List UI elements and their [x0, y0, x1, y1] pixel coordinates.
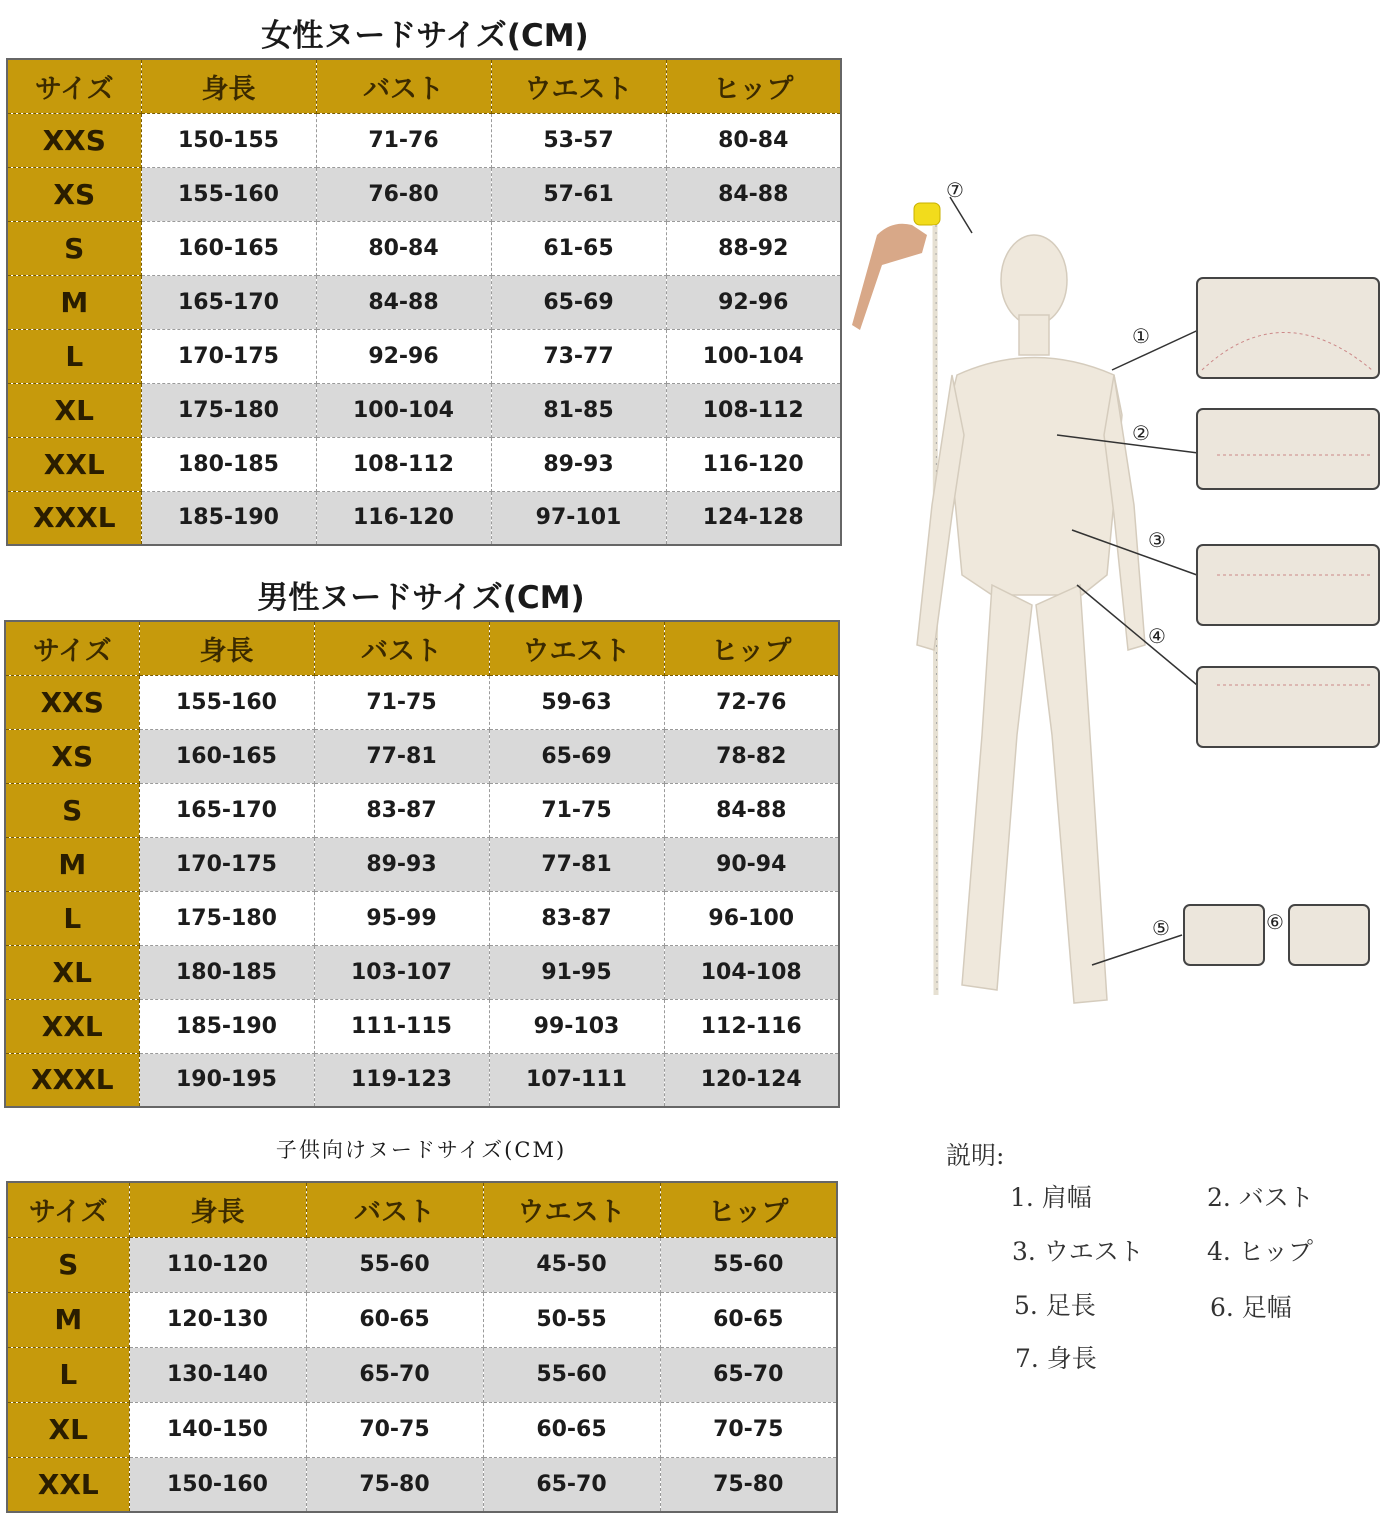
column-header: サイズ — [5, 621, 139, 675]
detail-waist-box — [1197, 545, 1379, 625]
measurement-cell: 80-84 — [316, 221, 491, 275]
table-row — [5, 999, 839, 1053]
size-label-cell: L — [7, 1347, 129, 1402]
measurement-cell: 70-75 — [306, 1402, 483, 1457]
measurement-cell: 160-165 — [141, 221, 316, 275]
marker-1: ① — [1132, 324, 1150, 348]
measurement-cell: 60-65 — [660, 1292, 837, 1347]
size-label-cell: XXL — [5, 999, 139, 1053]
table-row — [7, 1347, 837, 1402]
measurement-cell: 89-93 — [491, 437, 666, 491]
measurement-cell: 150-160 — [129, 1457, 306, 1512]
table-row — [7, 491, 841, 545]
column-header: 身長 — [141, 59, 316, 113]
measurement-cell: 88-92 — [666, 221, 841, 275]
size-label-cell: S — [5, 783, 139, 837]
size-label-cell: M — [7, 275, 141, 329]
measurement-cell: 180-185 — [141, 437, 316, 491]
column-header: サイズ — [7, 59, 141, 113]
measurement-cell: 104-108 — [664, 945, 839, 999]
measurement-cell: 89-93 — [314, 837, 489, 891]
measurement-cell: 55-60 — [306, 1237, 483, 1292]
table-row — [7, 383, 841, 437]
detail-shoulder-box — [1197, 278, 1379, 378]
measurement-cell: 190-195 — [139, 1053, 314, 1107]
measurement-cell: 97-101 — [491, 491, 666, 545]
measurement-cell: 59-63 — [489, 675, 664, 729]
measurement-cell: 65-70 — [483, 1457, 660, 1512]
legend-item-shoulder: 1. 肩幅 — [1010, 1183, 1092, 1212]
measurement-cell: 50-55 — [483, 1292, 660, 1347]
marker-4: ④ — [1148, 624, 1166, 648]
size-label-cell: XL — [5, 945, 139, 999]
measurement-cell: 100-104 — [316, 383, 491, 437]
column-header: ウエスト — [491, 59, 666, 113]
measurement-cell: 75-80 — [306, 1457, 483, 1512]
column-header: バスト — [316, 59, 491, 113]
men-size-title: 男性ヌードサイズ(CM) — [257, 580, 585, 616]
legend-item-leg-length: 5. 足長 — [1014, 1291, 1096, 1320]
table-row — [7, 437, 841, 491]
size-label-cell: XL — [7, 383, 141, 437]
measurement-cell: 170-175 — [139, 837, 314, 891]
size-label-cell: XS — [7, 167, 141, 221]
column-header: ヒップ — [664, 621, 839, 675]
table-row — [7, 1237, 837, 1292]
measurement-cell: 140-150 — [129, 1402, 306, 1457]
size-label-cell: S — [7, 1237, 129, 1292]
measurement-cell: 175-180 — [141, 383, 316, 437]
measurement-cell: 60-65 — [306, 1292, 483, 1347]
measurement-cell: 100-104 — [666, 329, 841, 383]
measurement-cell: 84-88 — [316, 275, 491, 329]
column-header: サイズ — [7, 1182, 129, 1237]
legend-item-bust: 2. バスト — [1207, 1183, 1314, 1212]
detail-bust-box — [1197, 409, 1379, 489]
column-header: ウエスト — [489, 621, 664, 675]
legend-heading: 説明: — [946, 1141, 1005, 1170]
measurement-cell: 57-61 — [491, 167, 666, 221]
table-row — [5, 729, 839, 783]
legend-item-foot-width: 6. 足幅 — [1210, 1293, 1292, 1322]
table-row — [5, 891, 839, 945]
table-row — [5, 1053, 839, 1107]
measurement-cell: 130-140 — [129, 1347, 306, 1402]
measurement-cell: 78-82 — [664, 729, 839, 783]
measurement-cell: 116-120 — [666, 437, 841, 491]
measurement-cell: 75-80 — [660, 1457, 837, 1512]
measurement-cell: 112-116 — [664, 999, 839, 1053]
measurement-cell: 65-69 — [491, 275, 666, 329]
table-row — [5, 675, 839, 729]
measurement-cell: 61-65 — [491, 221, 666, 275]
table-row — [7, 1457, 837, 1512]
measurement-cell: 83-87 — [314, 783, 489, 837]
measurement-cell: 108-112 — [316, 437, 491, 491]
table-row — [7, 167, 841, 221]
men-size-table — [4, 620, 840, 1108]
measurement-cell: 155-160 — [139, 675, 314, 729]
marker-7: ⑦ — [946, 178, 964, 202]
measurement-cell: 92-96 — [666, 275, 841, 329]
table-header-row — [5, 621, 839, 675]
size-label-cell: XL — [7, 1402, 129, 1457]
marker-2: ② — [1132, 421, 1150, 445]
measurement-cell: 90-94 — [664, 837, 839, 891]
table-row — [7, 1292, 837, 1347]
measurement-cell: 60-65 — [483, 1402, 660, 1457]
legend-item-hip: 4. ヒップ — [1207, 1237, 1314, 1266]
legend-item-waist: 3. ウエスト — [1012, 1237, 1144, 1266]
measurement-cell: 99-103 — [489, 999, 664, 1053]
women-size-title: 女性ヌードサイズ(CM) — [261, 18, 589, 54]
measurement-cell: 55-60 — [660, 1237, 837, 1292]
column-header: バスト — [314, 621, 489, 675]
measurement-cell: 110-120 — [129, 1237, 306, 1292]
measurement-cell: 77-81 — [314, 729, 489, 783]
measurement-cell: 81-85 — [491, 383, 666, 437]
measurement-cell: 76-80 — [316, 167, 491, 221]
kids-size-table — [6, 1181, 838, 1513]
size-label-cell: M — [5, 837, 139, 891]
women-size-table — [6, 58, 842, 546]
size-label-cell: L — [5, 891, 139, 945]
measurement-cell: 71-75 — [489, 783, 664, 837]
size-label-cell: XXS — [7, 113, 141, 167]
table-row — [7, 1402, 837, 1457]
measurement-cell: 111-115 — [314, 999, 489, 1053]
measurement-cell: 155-160 — [141, 167, 316, 221]
size-label-cell: XS — [5, 729, 139, 783]
measurement-cell: 120-130 — [129, 1292, 306, 1347]
measurement-cell: 65-69 — [489, 729, 664, 783]
legend-item-height: 7. 身長 — [1015, 1344, 1097, 1373]
column-header: 身長 — [139, 621, 314, 675]
size-label-cell: L — [7, 329, 141, 383]
column-header: ヒップ — [660, 1182, 837, 1237]
measurement-cell: 165-170 — [139, 783, 314, 837]
table-row — [7, 221, 841, 275]
marker-6: ⑥ — [1266, 910, 1284, 934]
measurement-cell: 65-70 — [306, 1347, 483, 1402]
measurement-cell: 45-50 — [483, 1237, 660, 1292]
measurement-cell: 72-76 — [664, 675, 839, 729]
measurement-cell: 160-165 — [139, 729, 314, 783]
size-label-cell: XXXL — [7, 491, 141, 545]
measurement-cell: 107-111 — [489, 1053, 664, 1107]
size-label-cell: XXXL — [5, 1053, 139, 1107]
measurement-cell: 83-87 — [489, 891, 664, 945]
detail-leg-length-box — [1184, 905, 1264, 965]
measurement-cell: 96-100 — [664, 891, 839, 945]
measurement-cell: 70-75 — [660, 1402, 837, 1457]
size-label-cell: XXL — [7, 1457, 129, 1512]
table-row — [5, 837, 839, 891]
marker-3: ③ — [1148, 528, 1166, 552]
measurement-cell: 73-77 — [491, 329, 666, 383]
measurement-cell: 71-75 — [314, 675, 489, 729]
measurement-cell: 84-88 — [666, 167, 841, 221]
measurement-cell: 185-190 — [139, 999, 314, 1053]
size-label-cell: S — [7, 221, 141, 275]
measurement-cell: 108-112 — [666, 383, 841, 437]
column-header: バスト — [306, 1182, 483, 1237]
marker-5: ⑤ — [1152, 916, 1170, 940]
measurement-cell: 175-180 — [139, 891, 314, 945]
measurement-cell: 55-60 — [483, 1347, 660, 1402]
column-header: ウエスト — [483, 1182, 660, 1237]
measurement-cell: 95-99 — [314, 891, 489, 945]
measurement-cell: 165-170 — [141, 275, 316, 329]
table-row — [7, 113, 841, 167]
table-header-row — [7, 59, 841, 113]
measurement-cell: 116-120 — [316, 491, 491, 545]
measurement-cell: 80-84 — [666, 113, 841, 167]
size-label-cell: XXL — [7, 437, 141, 491]
measurement-cell: 119-123 — [314, 1053, 489, 1107]
measurement-figure — [852, 175, 1392, 1025]
table-row — [5, 945, 839, 999]
table-header-row — [7, 1182, 837, 1237]
table-row — [5, 783, 839, 837]
measurement-cell: 103-107 — [314, 945, 489, 999]
column-header: 身長 — [129, 1182, 306, 1237]
table-row — [7, 329, 841, 383]
measurement-cell: 185-190 — [141, 491, 316, 545]
measurement-cell: 71-76 — [316, 113, 491, 167]
measurement-cell: 120-124 — [664, 1053, 839, 1107]
measurement-cell: 180-185 — [139, 945, 314, 999]
size-label-cell: XXS — [5, 675, 139, 729]
measurement-cell: 150-155 — [141, 113, 316, 167]
measurement-cell: 124-128 — [666, 491, 841, 545]
measurement-cell: 92-96 — [316, 329, 491, 383]
table-row — [7, 275, 841, 329]
detail-foot-width-box — [1289, 905, 1369, 965]
measurement-cell: 65-70 — [660, 1347, 837, 1402]
kids-size-title: 子供向けヌードサイズ(CM) — [275, 1138, 567, 1162]
measurement-cell: 53-57 — [491, 113, 666, 167]
column-header: ヒップ — [666, 59, 841, 113]
measurement-cell: 91-95 — [489, 945, 664, 999]
measurement-cell: 170-175 — [141, 329, 316, 383]
mannequin — [917, 235, 1145, 1003]
measurement-cell: 77-81 — [489, 837, 664, 891]
size-label-cell: M — [7, 1292, 129, 1347]
measurement-cell: 84-88 — [664, 783, 839, 837]
detail-hip-box — [1197, 667, 1379, 747]
